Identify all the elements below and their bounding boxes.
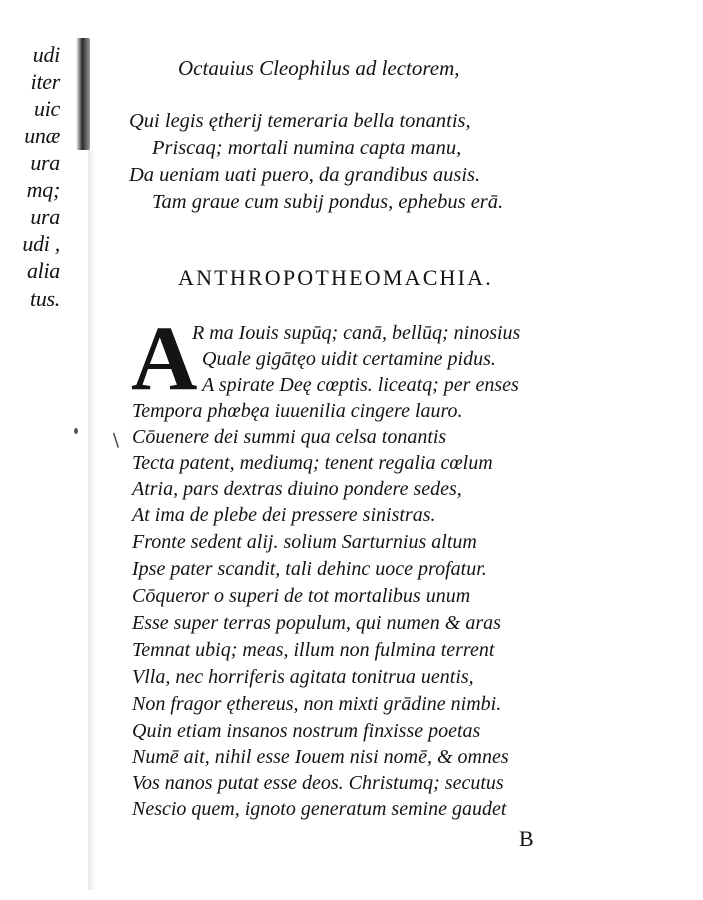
poem-line: Tecta patent, mediumq; tenent regalia cœlum	[132, 452, 493, 474]
margin-fragment: alia	[26, 258, 60, 283]
margin-fragment: tus.	[30, 286, 60, 311]
paper-speck	[74, 428, 78, 434]
margin-fragment: ura	[30, 204, 60, 229]
poem-line: At ima de plebe dei pressere sinistras.	[132, 504, 436, 526]
poem-line: Quin etiam insanos nostrum finxisse poetas	[132, 720, 481, 742]
epigram-line: Tam graue cum subij pondus, ephebus erā.	[152, 191, 504, 213]
margin-mark: /	[107, 430, 125, 451]
epigram-line: Qui legis ętherij temeraria bella tonantis,	[129, 110, 471, 132]
signature-mark: B	[519, 826, 534, 851]
epigram-line: Priscaq; mortali numina capta manu,	[152, 137, 462, 159]
book-gutter-shadow	[76, 38, 90, 150]
dedication-heading: Octauius Cleophilus ad lectorem,	[178, 56, 460, 80]
margin-fragment: udi ,	[22, 231, 60, 256]
poem-line: Numē ait, nihil esse Iouem nisi nomē, & omnes	[132, 746, 509, 768]
poem-line: Nescio quem, ignoto generatum semine gaudet	[132, 798, 507, 820]
poem-line: Atria, pars dextras diuino pondere sedes,	[132, 478, 462, 500]
epigram-line: Da ueniam uati puero, da grandibus ausis.	[129, 164, 481, 186]
drop-cap: A	[131, 307, 198, 409]
poem-title: ANTHROPOTHEOMACHIA.	[178, 265, 493, 290]
margin-fragment: uic	[34, 96, 60, 121]
gutter-fade	[88, 150, 96, 890]
poem-line: Cōqueror o superi de tot mortalibus unum	[132, 585, 471, 607]
poem-line: Vos nanos putat esse deos. Christumq; secutus	[132, 772, 504, 794]
poem-line: Fronte sedent alij. solium Sarturnius altum	[132, 531, 477, 553]
poem-line: A spirate Deę cœptis. liceatq; per enses	[202, 374, 519, 396]
poem-line: Cōuenere dei summi qua celsa tonantis	[132, 426, 447, 448]
poem-line: R ma Iouis supūq; canā, bellūq; ninosius	[192, 322, 521, 344]
margin-fragment: mq;	[26, 177, 60, 202]
margin-fragment: iter	[30, 69, 60, 94]
poem-line: Temnat ubiq; meas, illum non fulmina terrent	[132, 639, 495, 661]
poem-line: Esse super terras populum, qui numen & aras	[132, 612, 501, 634]
poem-line: Tempora phœbęa iuuenilia cingere lauro.	[132, 400, 463, 422]
margin-fragment: udi	[32, 42, 60, 67]
margin-fragment: unæ	[24, 123, 60, 148]
margin-fragment: ura	[30, 150, 60, 175]
poem-line: Ipse pater scandit, tali dehinc uoce profatur.	[132, 558, 487, 580]
poem-line: Non fragor ęthereus, non mixti grādine nimbi.	[132, 693, 502, 715]
poem-line: Quale gigātęo uidit certamine pidus.	[202, 348, 496, 370]
poem-line: Vlla, nec horriferis agitata tonitrua uentis,	[132, 666, 474, 688]
